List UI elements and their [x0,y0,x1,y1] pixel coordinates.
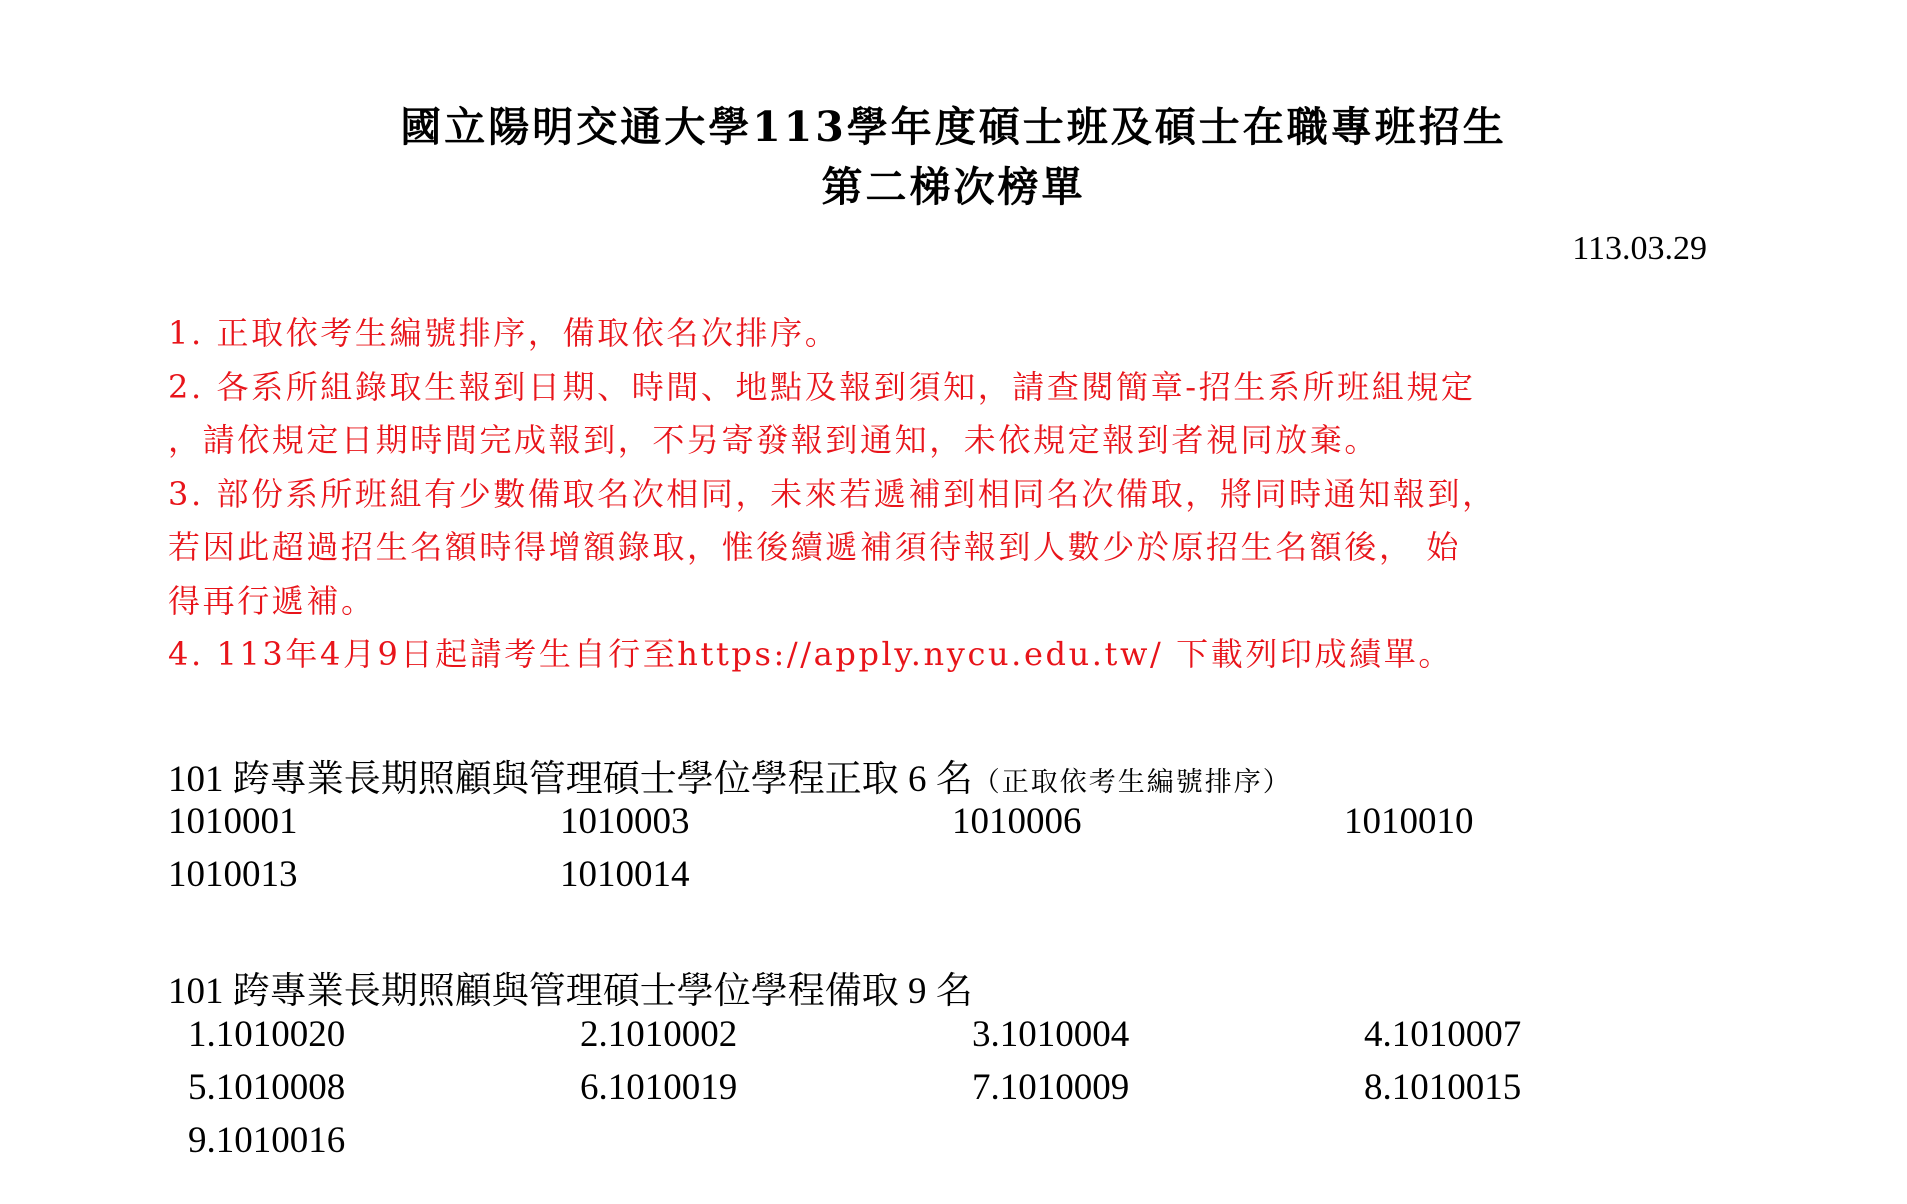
waitlist-entry: 1.1010020 [188,1014,346,1055]
note-line: 3. 部份系所班組有少數備取名次相同，未來若遞補到相同名次備取，將同時通知報到， [168,474,1497,513]
note-line: ，請依規定日期時間完成報到，不另寄發報到通知，未依規定報到者視同放棄。 [168,421,1380,459]
admitted-id: 1010010 [1344,801,1474,842]
waitlist-entry: 8.1010015 [1364,1067,1522,1108]
admitted-id: 1010001 [168,801,298,842]
waitlist-entry: 4.1010007 [1364,1014,1522,1055]
note-line: 2. 各系所組錄取生報到日期、時間、地點及報到須知，請查閱簡章-招生系所班組規定 [168,367,1476,406]
note-line: 得再行遞補。 [168,581,376,620]
note-line: 1. 正取依考生編號排序，備取依名次排序。 [168,314,840,352]
waitlist-entry: 6.1010019 [580,1067,738,1108]
admitted-id: 1010006 [952,801,1082,842]
publish-date: 113.03.29 [1572,230,1707,267]
document-title: 國立陽明交通大學113學年度碩士班及碩士在職專班招生 [400,103,1507,151]
waitlist-entry: 5.1010008 [188,1067,346,1108]
note-line: 4. 113年4月9日起請考生自行至https://apply.nycu.edu.tw/ 下載列印成績單。 [168,635,1453,673]
notes-block [168,307,1728,682]
document-subtitle: 第二梯次榜單 [821,163,1086,211]
admitted-id: 1010014 [560,854,690,895]
waitlist-entry: 3.1010004 [972,1014,1130,1055]
waitlist-entry: 9.1010016 [188,1120,346,1161]
admitted-id: 1010003 [560,801,690,842]
admitted-heading-text: 101 跨專業長期照顧與管理碩士學位學程正取 6 名 [168,759,973,800]
waitlist-entry: 7.1010009 [972,1067,1130,1108]
note-line: 若因此超過招生名額時得增額錄取，惟後續遞補須待報到人數少於原招生名額後， 始 [168,528,1461,566]
admitted-id: 1010013 [168,854,298,895]
waitlist-entry: 2.1010002 [580,1014,738,1055]
waitlist-section-heading: 101 跨專業長期照顧與管理碩士學位學程備取 9 名 [168,971,973,1012]
admitted-section-heading [168,748,1292,802]
admitted-heading-note: （正取依考生編號排序） [972,767,1292,798]
